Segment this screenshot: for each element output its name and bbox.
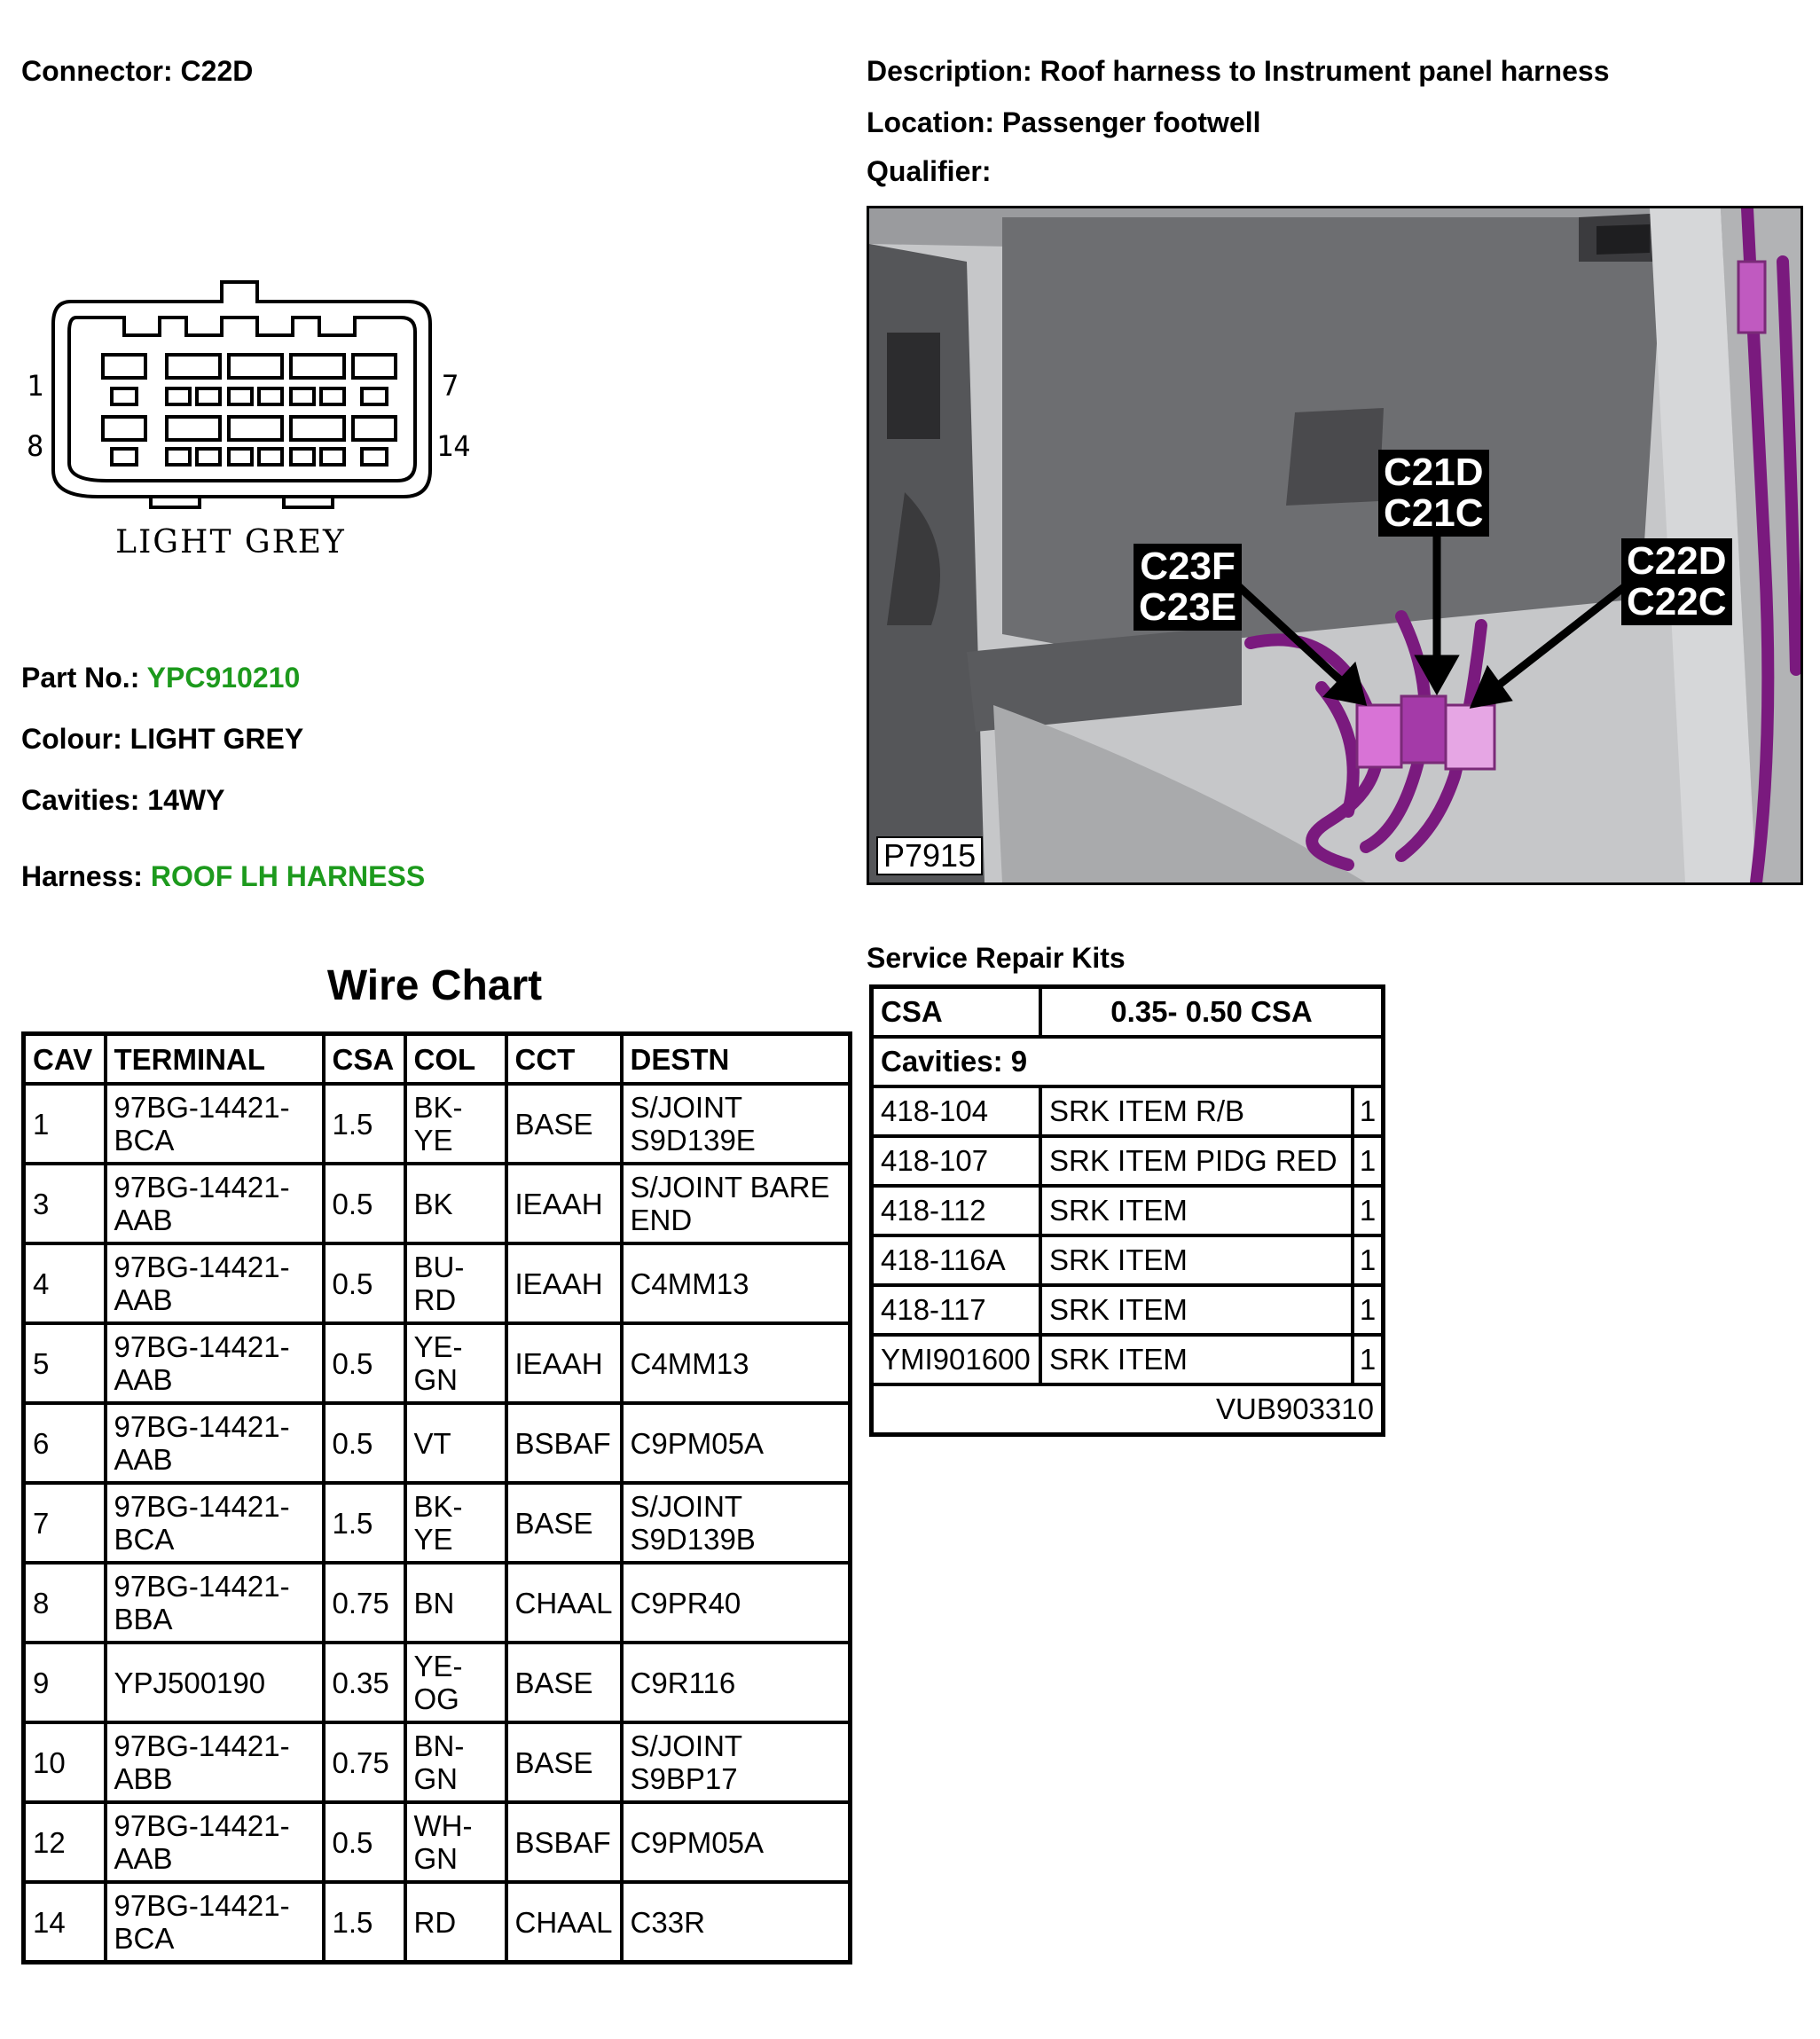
connector-label: Connector: xyxy=(21,55,173,87)
srk-footer-row xyxy=(874,1386,1381,1432)
cell-cct: CHAAL xyxy=(506,1882,622,1963)
srk-kit-code: 418-107 xyxy=(874,1138,1042,1188)
srk-kit-desc: SRK ITEM xyxy=(1042,1337,1354,1386)
cell-terminal: 97BG-14421-AAB xyxy=(106,1802,324,1882)
cell-col: BK-YE xyxy=(405,1483,506,1563)
cell-col: BN-GN xyxy=(405,1722,506,1802)
callout-c21 xyxy=(1378,450,1489,537)
description-label: Description: xyxy=(867,55,1032,87)
cell-cct: BASE xyxy=(506,1483,622,1563)
harness-label: Harness: xyxy=(21,860,143,892)
wire-chart-row xyxy=(24,1164,851,1243)
part-number-line xyxy=(21,660,300,695)
wire-chart-row xyxy=(24,1323,851,1403)
wire-chart-row xyxy=(24,1403,851,1483)
cell-csa: 0.75 xyxy=(324,1722,405,1802)
srk-csa-label: CSA xyxy=(874,989,1042,1039)
srk-kit-row xyxy=(874,1287,1381,1337)
colour-line xyxy=(21,721,303,757)
cell-terminal: 97BG-14421-AAB xyxy=(106,1323,324,1403)
srk-kit-desc: SRK ITEM R/B xyxy=(1042,1088,1354,1138)
cell-cct: BASE xyxy=(506,1084,622,1164)
cell-cav: 10 xyxy=(24,1722,106,1802)
cell-csa: 0.35 xyxy=(324,1643,405,1722)
cell-terminal: 97BG-14421-ABB xyxy=(106,1722,324,1802)
wire-chart-row xyxy=(24,1563,851,1643)
cavities-line xyxy=(21,782,224,818)
wire-chart-row xyxy=(24,1084,851,1164)
srk-kit-qty: 1 xyxy=(1354,1188,1381,1237)
cell-destn: C4MM13 xyxy=(622,1323,851,1403)
cell-csa: 0.5 xyxy=(324,1164,405,1243)
connector-value: C22D xyxy=(180,55,254,87)
srk-kit-row xyxy=(874,1138,1381,1188)
harness-line xyxy=(21,859,425,894)
cell-csa: 1.5 xyxy=(324,1084,405,1164)
srk-kit-qty: 1 xyxy=(1354,1287,1381,1337)
wire-chart-header-row xyxy=(24,1034,851,1085)
qualifier-label: Qualifier: xyxy=(867,155,992,187)
cell-destn: C9R116 xyxy=(622,1643,851,1722)
cell-destn: S/JOINT S9D139B xyxy=(622,1483,851,1563)
cell-terminal: 97BG-14421-AAB xyxy=(106,1164,324,1243)
cell-cct: IEAAH xyxy=(506,1164,622,1243)
cell-destn: S/JOINT S9BP17 xyxy=(622,1722,851,1802)
wire-chart-row xyxy=(24,1802,851,1882)
description-line xyxy=(867,53,1609,89)
pin-7-label: 7 xyxy=(442,369,459,403)
callout-c21d: C21D xyxy=(1384,451,1484,494)
callout-c23 xyxy=(1134,544,1242,631)
harness-link[interactable]: ROOF LH HARNESS xyxy=(150,860,426,892)
callout-c22 xyxy=(1621,538,1732,625)
cell-cct: BSBAF xyxy=(506,1403,622,1483)
cell-cav: 7 xyxy=(24,1483,106,1563)
cell-destn: C4MM13 xyxy=(622,1243,851,1323)
service-repair-kits-table xyxy=(869,984,1385,1437)
callout-c23e: C23E xyxy=(1139,585,1237,629)
pin-14-label: 14 xyxy=(436,429,471,463)
cell-csa: 1.5 xyxy=(324,1882,405,1963)
cell-cav: 6 xyxy=(24,1403,106,1483)
srk-kit-row xyxy=(874,1188,1381,1237)
callout-c22d: C22D xyxy=(1627,539,1727,583)
cell-col: BU-RD xyxy=(405,1243,506,1323)
srk-kit-code: 418-116A xyxy=(874,1237,1042,1287)
callout-c22c: C22C xyxy=(1627,580,1727,623)
cell-destn: C33R xyxy=(622,1882,851,1963)
cell-cav: 8 xyxy=(24,1563,106,1643)
cell-cct: IEAAH xyxy=(506,1323,622,1403)
header-terminal: TERMINAL xyxy=(106,1034,324,1085)
cell-cct: BASE xyxy=(506,1643,622,1722)
picture-code: P7915 xyxy=(876,836,983,875)
cell-col: YE-OG xyxy=(405,1643,506,1722)
wire-chart-table xyxy=(21,1031,852,1964)
cell-csa: 1.5 xyxy=(324,1483,405,1563)
header-col: COL xyxy=(405,1034,506,1085)
header-destn: DESTN xyxy=(622,1034,851,1085)
srk-kit-desc: SRK ITEM PIDG RED xyxy=(1042,1138,1354,1188)
cell-cav: 1 xyxy=(24,1084,106,1164)
cell-cav: 3 xyxy=(24,1164,106,1243)
cell-csa: 0.5 xyxy=(324,1403,405,1483)
srk-kit-qty: 1 xyxy=(1354,1088,1381,1138)
part-number-link[interactable]: YPC910210 xyxy=(146,662,301,694)
cell-cav: 12 xyxy=(24,1802,106,1882)
cell-terminal: 97BG-14421-AAB xyxy=(106,1403,324,1483)
srk-kit-qty: 1 xyxy=(1354,1237,1381,1287)
cell-cav: 14 xyxy=(24,1882,106,1963)
srk-cavities: Cavities: 9 xyxy=(874,1039,1381,1088)
cell-col: RD xyxy=(405,1882,506,1963)
cell-cct: BASE xyxy=(506,1722,622,1802)
srk-kit-row xyxy=(874,1237,1381,1287)
cell-cav: 5 xyxy=(24,1323,106,1403)
colour-value: LIGHT GREY xyxy=(129,723,304,755)
srk-kit-desc: SRK ITEM xyxy=(1042,1188,1354,1237)
pin-8-label: 8 xyxy=(27,429,44,463)
cell-terminal: 97BG-14421-BCA xyxy=(106,1084,324,1164)
srk-kit-desc: SRK ITEM xyxy=(1042,1237,1354,1287)
colour-label: Colour: xyxy=(21,723,122,755)
connector-colour-caption: LIGHT GREY xyxy=(115,524,346,561)
cell-col: BK xyxy=(405,1164,506,1243)
wire-chart-row xyxy=(24,1483,851,1563)
description-value: Roof harness to Instrument panel harness xyxy=(1039,55,1610,87)
cavities-label: Cavities: xyxy=(21,784,140,816)
header-csa: CSA xyxy=(324,1034,405,1085)
cell-destn: C9PR40 xyxy=(622,1563,851,1643)
srk-kit-part-number: VUB903310 xyxy=(1216,1392,1374,1425)
cell-col: BK-YE xyxy=(405,1084,506,1164)
srk-kit-qty: 1 xyxy=(1354,1337,1381,1386)
srk-cavities-row xyxy=(874,1039,1381,1088)
cell-terminal: 97BG-14421-BCA xyxy=(106,1882,324,1963)
cell-destn: S/JOINT BARE END xyxy=(622,1164,851,1243)
cell-csa: 0.75 xyxy=(324,1563,405,1643)
location-line xyxy=(867,105,1261,140)
srk-csa-row xyxy=(874,989,1381,1039)
cell-cav: 9 xyxy=(24,1643,106,1722)
cell-cct: CHAAL xyxy=(506,1563,622,1643)
wire-chart-row xyxy=(24,1882,851,1963)
location-value: Passenger footwell xyxy=(1001,106,1261,138)
cell-terminal: 97BG-14421-AAB xyxy=(106,1243,324,1323)
cell-csa: 0.5 xyxy=(324,1323,405,1403)
location-label: Location: xyxy=(867,106,994,138)
callout-c23f: C23F xyxy=(1140,545,1236,588)
cell-destn: C9PM05A xyxy=(622,1802,851,1882)
cell-col: YE-GN xyxy=(405,1323,506,1403)
cell-csa: 0.5 xyxy=(324,1802,405,1882)
service-repair-kits-title: Service Repair Kits xyxy=(867,942,1126,974)
srk-kit-qty: 1 xyxy=(1354,1138,1381,1188)
srk-csa-value: 0.35- 0.50 CSA xyxy=(1042,989,1381,1039)
wire-chart-row xyxy=(24,1643,851,1722)
cell-cct: BSBAF xyxy=(506,1802,622,1882)
cell-terminal: 97BG-14421-BCA xyxy=(106,1483,324,1563)
srk-kit-row xyxy=(874,1337,1381,1386)
wire-chart-row xyxy=(24,1722,851,1802)
cell-col: WH-GN xyxy=(405,1802,506,1882)
cell-destn: S/JOINT S9D139E xyxy=(622,1084,851,1164)
connector-heading xyxy=(21,53,253,89)
cell-cct: IEAAH xyxy=(506,1243,622,1323)
srk-kit-row xyxy=(874,1088,1381,1138)
cell-csa: 0.5 xyxy=(324,1243,405,1323)
part-label: Part No.: xyxy=(21,662,140,694)
cell-destn: C9PM05A xyxy=(622,1403,851,1483)
header-cav: CAV xyxy=(24,1034,106,1085)
wire-chart-title: Wire Chart xyxy=(326,962,543,1009)
cell-terminal: 97BG-14421-BBA xyxy=(106,1563,324,1643)
cavities-value: 14WY xyxy=(147,784,225,816)
cell-terminal: YPJ500190 xyxy=(106,1643,324,1722)
cell-cav: 4 xyxy=(24,1243,106,1323)
location-photo xyxy=(867,206,1803,885)
srk-kit-code: 418-104 xyxy=(874,1088,1042,1138)
qualifier-line xyxy=(867,153,991,189)
srk-kit-code: YMI901600 xyxy=(874,1337,1042,1386)
connector-face-diagram xyxy=(18,266,497,576)
pin-1-label: 1 xyxy=(27,369,44,403)
cell-col: VT xyxy=(405,1403,506,1483)
srk-kit-desc: SRK ITEM xyxy=(1042,1287,1354,1337)
callout-c21c: C21C xyxy=(1384,491,1484,535)
header-cct: CCT xyxy=(506,1034,622,1085)
srk-kit-code: 418-112 xyxy=(874,1188,1042,1237)
cell-col: BN xyxy=(405,1563,506,1643)
wire-chart-row xyxy=(24,1243,851,1323)
srk-kit-code: 418-117 xyxy=(874,1287,1042,1337)
